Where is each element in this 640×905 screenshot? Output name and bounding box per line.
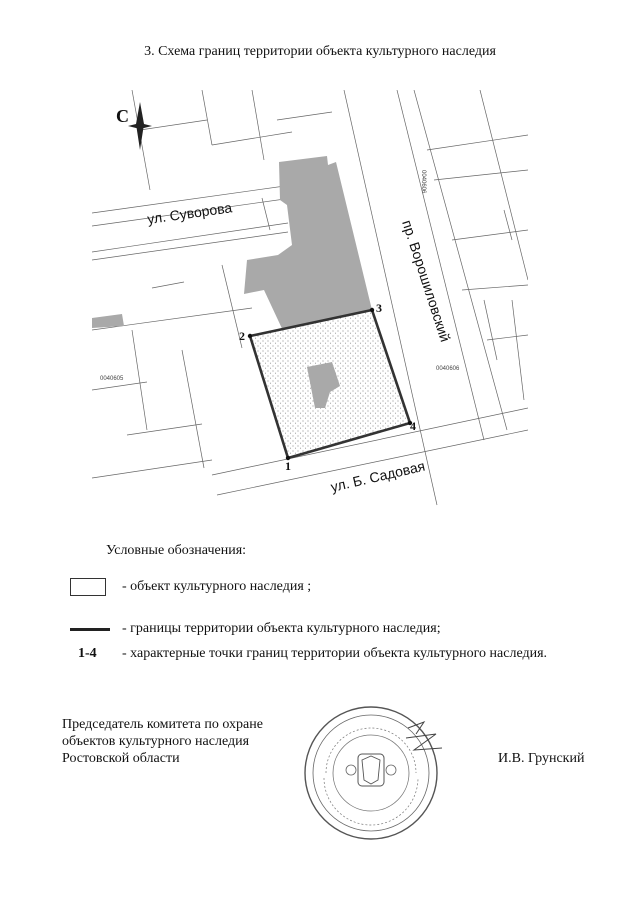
cadastral-number: 0040606 xyxy=(436,366,460,372)
legend-text: - объект культурного наследия ; xyxy=(122,579,312,594)
legend-text: - границы территории объекта культурного наследия; xyxy=(122,621,441,636)
north-arrow-icon xyxy=(116,102,152,150)
north-label: С xyxy=(116,106,129,126)
point-label-1: 1 xyxy=(285,459,291,473)
street-label-b-sadovaya: ул. Б. Садовая xyxy=(329,457,427,495)
legend-item-boundary xyxy=(70,621,441,637)
boundary-map xyxy=(92,90,528,508)
signatory-line: Председатель комитета по охране xyxy=(62,717,263,732)
street-label-voroshilovsky: пр. Ворошиловский xyxy=(399,217,454,344)
official-seal-stamp xyxy=(296,698,446,853)
boundary-line-symbol xyxy=(70,628,110,631)
point-marker-3 xyxy=(370,308,374,312)
legend-item-heritage-object xyxy=(70,578,311,596)
signatory-title xyxy=(62,716,263,767)
point-label-3: 3 xyxy=(376,301,382,315)
legend-item-points xyxy=(70,646,547,662)
street-label-suvorova: ул. Суворова xyxy=(146,199,234,227)
legend-heading: Условные обозначения: xyxy=(106,543,247,558)
point-marker-2 xyxy=(248,334,252,338)
signatory-line: объектов культурного наследия xyxy=(62,734,250,749)
point-label-4: 4 xyxy=(410,419,416,433)
cadastral-number: 0040606 xyxy=(420,170,426,194)
page-title: 3. Схема границ территории объекта культурного наследия xyxy=(144,44,496,59)
signatory-name: И.В. Грунский xyxy=(498,751,585,766)
signatory-line: Ростовской области xyxy=(62,751,180,766)
heritage-object-symbol xyxy=(70,578,106,596)
cadastral-number: 0040605 xyxy=(100,376,124,382)
point-label-2: 2 xyxy=(239,329,245,343)
legend-text: - характерные точки границ территории объекта культурного наследия. xyxy=(122,646,548,661)
points-range-symbol: 1-4 xyxy=(78,646,97,661)
